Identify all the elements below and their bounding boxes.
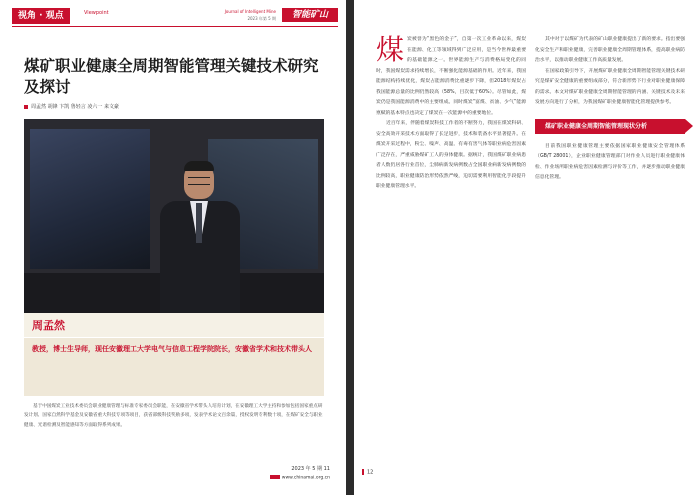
page-number: 2023 年 5 期 11 xyxy=(291,466,330,472)
author-line xyxy=(24,103,119,110)
left-page xyxy=(0,0,346,495)
profile-bio: 教授，博士生导师，现任安徽理工大学电气与信息工程学院院长，安徽省学术和技术带头人 xyxy=(32,345,312,353)
person-figure xyxy=(158,159,248,313)
page-footer xyxy=(270,465,330,481)
page-footer xyxy=(362,469,373,476)
website-link[interactable]: www.chinamai.org.cn xyxy=(281,475,330,481)
footer-mark-icon xyxy=(362,469,364,475)
section-heading: 煤矿职业健康全周期智能管理现状分析 xyxy=(535,119,685,134)
background-screen xyxy=(30,129,150,269)
paragraph: 在国家政策引导下，开展煤矿职业健康全周期智能管理关键技术研究是煤矿安全健康的重要组成部分，符合新形势下行业对职业健康保障的需求。本文对煤矿职业健康全周期智能管理的内涵、关键技术及未来发展方向进行了分析，为我国煤矿职业健康智能化管理提供参考。 xyxy=(535,68,685,105)
journal-name-en: Journal of Intelligent Mine xyxy=(224,9,276,14)
article-title: 煤矿职业健康全周期智能管理关键技术研究及探讨 xyxy=(24,57,319,96)
drop-cap: 煤 xyxy=(376,33,405,66)
paragraph: 目前我国职业健康管理主要依据国家职业健康安全管理体系（GB/T 28001），企业职业健康管理部门对作业人员进行职业健康体检、作业场所职业病危害因素检测与评价等工作，并逐步推动职业健康信息化管理。 xyxy=(535,143,685,180)
issue-label: 2023 年第 5 期 xyxy=(247,16,276,21)
book-spine xyxy=(346,0,354,495)
page-number: 12 xyxy=(367,469,374,476)
header-divider xyxy=(12,26,338,27)
author-names: 周孟然 胡锋 卞凯 鲁轻言 凌六一 来文豪 xyxy=(31,104,119,110)
profile-name: 周孟然 xyxy=(32,319,65,332)
right-page xyxy=(354,0,700,495)
author-photo xyxy=(24,119,324,313)
author-marker-icon xyxy=(24,105,28,109)
text-column-1 xyxy=(376,35,526,193)
paragraph: 其中对于以煤矿为代表的矿山职业健康提出了新的要求。指出要强化安全生产和职业健康，完善职业健康全周期管理体系，提高职业病防治水平，以推动职业健康工作高质量发展。 xyxy=(535,37,685,63)
section-tag-en: Viewpoint xyxy=(84,10,109,16)
section-tag: 视角 · 观点 xyxy=(12,8,70,24)
profile-abstract: 基于中国煤炭工业技术委员会职业健康管理与标准专家委员会职能，在安徽省学术带头人培育计划，在安徽理工大学主持和参加包括国家重点研发计划、国家自然科学基金及安徽省重大科技专项等项目，获省部级科技奖励多项，发表学术论文百余篇，授权发明专利数十项，在煤矿安全与职业健康、光谱检测及智能感知等方面取得系列成果。 xyxy=(24,404,323,428)
footer-mark-icon xyxy=(270,475,280,479)
paragraph: 近百年来，伴随着煤炭科技工作者的不断努力，我国在煤炭科研、安全高效开采技术方面取得了长足进步，技术和装备水平显著提升。在煤炭开采过程中，粉尘、噪声、高温、有毒有害气体等职业病危害因素广泛存在，严重威胁煤矿工人的身体健康。据统计，我国煤矿职业病患者人数仍居各行业首位，尘肺病新发病例数占全国职业病新发病例数的比例较高，职业健康防治形势依然严峻，迫切需要利用智能化手段提升职业健康管理水平。 xyxy=(376,121,526,189)
paragraph: 煤炭被誉为“黑色的金子”，自第一次工业革命以来，煤炭在能源、化工等领域得到广泛应用，是当今世界最重要的基础能源之一。世界能源生产与消费格局变化的同时，我国煤炭需求持续增长，不断强化能源基础的作用。近年来，我国能源结构持续优化，煤炭占能源消费比重逐步下降，但2018年煤炭占我国能源总量的比例仍然较高（58%，目次低于60%）。尽管如此，煤炭仍是我国能源消费中的主要组成。同时煤炭“富煤、贫油、少气”能源禀赋的基本特点也决定了煤炭在一次能源中的重要地位。 xyxy=(376,33,526,116)
text-column-2 xyxy=(535,35,685,184)
journal-logo: 智能矿山 xyxy=(282,8,338,22)
page-header xyxy=(12,8,338,26)
